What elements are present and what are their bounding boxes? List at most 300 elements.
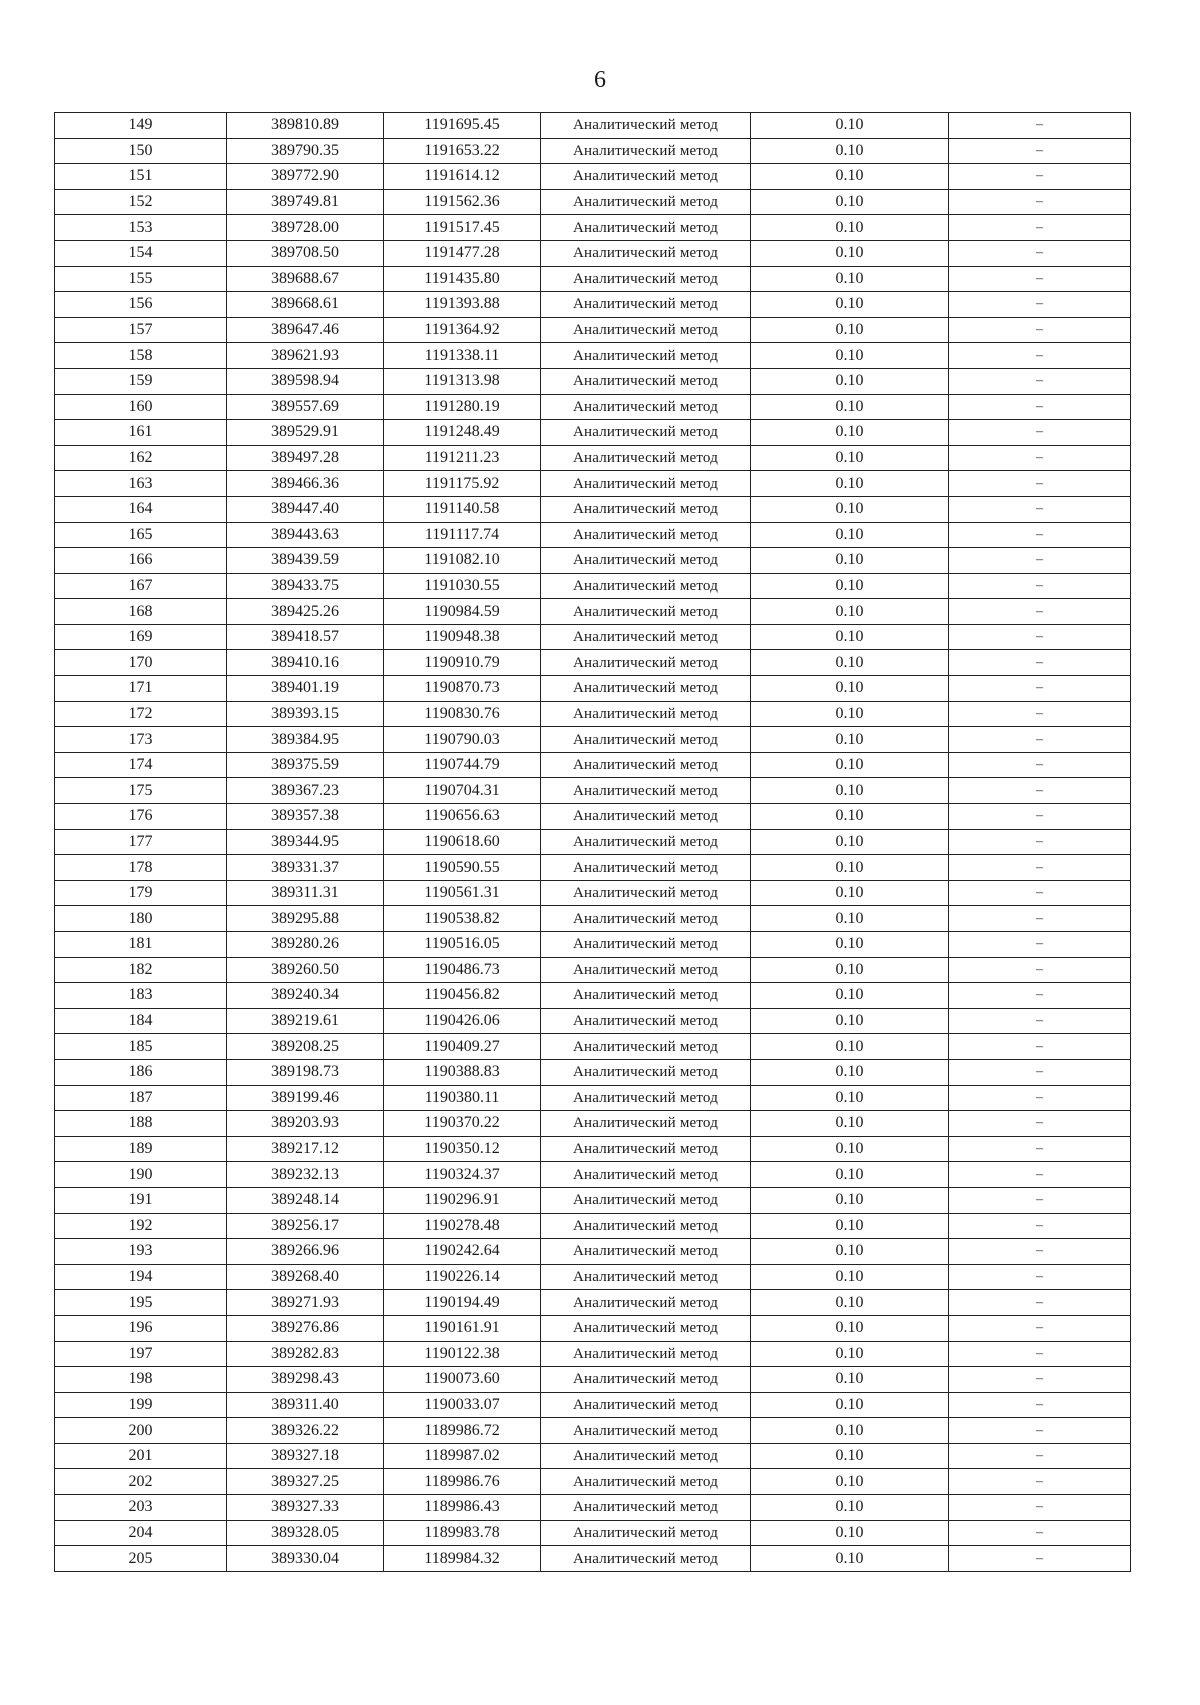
- y-coordinate-cell: 1189986.76: [384, 1469, 541, 1495]
- table-row: [55, 1239, 1131, 1265]
- accuracy-cell: 0.10: [751, 1367, 949, 1393]
- y-coordinate-cell: 1191211.23: [384, 445, 541, 471]
- table-row: [55, 266, 1131, 292]
- y-coordinate-cell: 1191140.58: [384, 496, 541, 522]
- accuracy-cell: 0.10: [751, 752, 949, 778]
- point-number-cell: 184: [55, 1008, 227, 1034]
- table-row: [55, 1111, 1131, 1137]
- accuracy-cell: 0.10: [751, 1392, 949, 1418]
- y-coordinate-cell: 1191653.22: [384, 138, 541, 164]
- table-row: [55, 471, 1131, 497]
- description-cell: –: [949, 215, 1131, 241]
- method-cell: Аналитический метод: [541, 394, 751, 420]
- method-cell: Аналитический метод: [541, 215, 751, 241]
- point-number-cell: 170: [55, 650, 227, 676]
- y-coordinate-cell: 1191364.92: [384, 317, 541, 343]
- y-coordinate-cell: 1191082.10: [384, 548, 541, 574]
- y-coordinate-cell: 1190910.79: [384, 650, 541, 676]
- accuracy-cell: 0.10: [751, 1315, 949, 1341]
- y-coordinate-cell: 1190486.73: [384, 957, 541, 983]
- y-coordinate-cell: 1190073.60: [384, 1367, 541, 1393]
- description-cell: –: [949, 164, 1131, 190]
- accuracy-cell: 0.10: [751, 1059, 949, 1085]
- x-coordinate-cell: 389598.94: [227, 368, 384, 394]
- accuracy-cell: 0.10: [751, 1136, 949, 1162]
- x-coordinate-cell: 389447.40: [227, 496, 384, 522]
- description-cell: –: [949, 113, 1131, 139]
- description-cell: –: [949, 317, 1131, 343]
- description-cell: –: [949, 983, 1131, 1009]
- x-coordinate-cell: 389749.81: [227, 189, 384, 215]
- description-cell: –: [949, 676, 1131, 702]
- point-number-cell: 171: [55, 676, 227, 702]
- x-coordinate-cell: 389203.93: [227, 1111, 384, 1137]
- table-row: [55, 778, 1131, 804]
- x-coordinate-cell: 389728.00: [227, 215, 384, 241]
- y-coordinate-cell: 1190704.31: [384, 778, 541, 804]
- method-cell: Аналитический метод: [541, 240, 751, 266]
- description-cell: –: [949, 1059, 1131, 1085]
- point-number-cell: 203: [55, 1495, 227, 1521]
- y-coordinate-cell: 1190948.38: [384, 624, 541, 650]
- description-cell: –: [949, 1469, 1131, 1495]
- x-coordinate-cell: 389295.88: [227, 906, 384, 932]
- table-row: [55, 292, 1131, 318]
- point-number-cell: 165: [55, 522, 227, 548]
- table-row: [55, 1034, 1131, 1060]
- method-cell: Аналитический метод: [541, 445, 751, 471]
- accuracy-cell: 0.10: [751, 445, 949, 471]
- description-cell: –: [949, 1290, 1131, 1316]
- y-coordinate-cell: 1190426.06: [384, 1008, 541, 1034]
- description-cell: –: [949, 1546, 1131, 1572]
- point-number-cell: 201: [55, 1443, 227, 1469]
- method-cell: Аналитический метод: [541, 1059, 751, 1085]
- method-cell: Аналитический метод: [541, 1239, 751, 1265]
- description-cell: –: [949, 343, 1131, 369]
- x-coordinate-cell: 389443.63: [227, 522, 384, 548]
- accuracy-cell: 0.10: [751, 1034, 949, 1060]
- y-coordinate-cell: 1190590.55: [384, 855, 541, 881]
- y-coordinate-cell: 1191313.98: [384, 368, 541, 394]
- x-coordinate-cell: 389401.19: [227, 676, 384, 702]
- accuracy-cell: 0.10: [751, 624, 949, 650]
- table-row: [55, 317, 1131, 343]
- description-cell: –: [949, 829, 1131, 855]
- method-cell: Аналитический метод: [541, 829, 751, 855]
- table-row: [55, 522, 1131, 548]
- table-row: [55, 1059, 1131, 1085]
- x-coordinate-cell: 389772.90: [227, 164, 384, 190]
- y-coordinate-cell: 1190324.37: [384, 1162, 541, 1188]
- method-cell: Аналитический метод: [541, 471, 751, 497]
- y-coordinate-cell: 1191477.28: [384, 240, 541, 266]
- x-coordinate-cell: 389232.13: [227, 1162, 384, 1188]
- point-number-cell: 160: [55, 394, 227, 420]
- x-coordinate-cell: 389298.43: [227, 1367, 384, 1393]
- description-cell: –: [949, 266, 1131, 292]
- table-row: [55, 1443, 1131, 1469]
- accuracy-cell: 0.10: [751, 804, 949, 830]
- point-number-cell: 188: [55, 1111, 227, 1137]
- table-row: [55, 932, 1131, 958]
- table-row: [55, 1008, 1131, 1034]
- x-coordinate-cell: 389375.59: [227, 752, 384, 778]
- accuracy-cell: 0.10: [751, 394, 949, 420]
- point-number-cell: 168: [55, 599, 227, 625]
- accuracy-cell: 0.10: [751, 573, 949, 599]
- method-cell: Аналитический метод: [541, 727, 751, 753]
- method-cell: Аналитический метод: [541, 880, 751, 906]
- point-number-cell: 176: [55, 804, 227, 830]
- table-row: [55, 957, 1131, 983]
- description-cell: –: [949, 1239, 1131, 1265]
- accuracy-cell: 0.10: [751, 189, 949, 215]
- table-row: [55, 1085, 1131, 1111]
- table-row: [55, 1187, 1131, 1213]
- method-cell: Аналитический метод: [541, 1469, 751, 1495]
- method-cell: Аналитический метод: [541, 932, 751, 958]
- table-row: [55, 906, 1131, 932]
- point-number-cell: 151: [55, 164, 227, 190]
- description-cell: –: [949, 1315, 1131, 1341]
- description-cell: –: [949, 1111, 1131, 1137]
- table-row: [55, 1495, 1131, 1521]
- description-cell: –: [949, 650, 1131, 676]
- y-coordinate-cell: 1190656.63: [384, 804, 541, 830]
- description-cell: –: [949, 1187, 1131, 1213]
- accuracy-cell: 0.10: [751, 1520, 949, 1546]
- method-cell: Аналитический метод: [541, 138, 751, 164]
- x-coordinate-cell: 389708.50: [227, 240, 384, 266]
- method-cell: Аналитический метод: [541, 1367, 751, 1393]
- accuracy-cell: 0.10: [751, 1239, 949, 1265]
- point-number-cell: 167: [55, 573, 227, 599]
- table-row: [55, 599, 1131, 625]
- x-coordinate-cell: 389557.69: [227, 394, 384, 420]
- point-number-cell: 154: [55, 240, 227, 266]
- method-cell: Аналитический метод: [541, 164, 751, 190]
- x-coordinate-cell: 389276.86: [227, 1315, 384, 1341]
- point-number-cell: 189: [55, 1136, 227, 1162]
- table-row: [55, 548, 1131, 574]
- accuracy-cell: 0.10: [751, 471, 949, 497]
- table-row: [55, 676, 1131, 702]
- description-cell: –: [949, 522, 1131, 548]
- description-cell: –: [949, 1367, 1131, 1393]
- y-coordinate-cell: 1191175.92: [384, 471, 541, 497]
- table-row: [55, 138, 1131, 164]
- y-coordinate-cell: 1191280.19: [384, 394, 541, 420]
- description-cell: –: [949, 1392, 1131, 1418]
- y-coordinate-cell: 1190830.76: [384, 701, 541, 727]
- x-coordinate-cell: 389219.61: [227, 1008, 384, 1034]
- table-row: [55, 1367, 1131, 1393]
- method-cell: Аналитический метод: [541, 548, 751, 574]
- description-cell: –: [949, 368, 1131, 394]
- x-coordinate-cell: 389331.37: [227, 855, 384, 881]
- x-coordinate-cell: 389810.89: [227, 113, 384, 139]
- y-coordinate-cell: 1191435.80: [384, 266, 541, 292]
- point-number-cell: 149: [55, 113, 227, 139]
- method-cell: Аналитический метод: [541, 420, 751, 446]
- y-coordinate-cell: 1190388.83: [384, 1059, 541, 1085]
- x-coordinate-cell: 389410.16: [227, 650, 384, 676]
- accuracy-cell: 0.10: [751, 701, 949, 727]
- table-row: [55, 368, 1131, 394]
- point-number-cell: 195: [55, 1290, 227, 1316]
- table-row: [55, 983, 1131, 1009]
- point-number-cell: 174: [55, 752, 227, 778]
- point-number-cell: 197: [55, 1341, 227, 1367]
- accuracy-cell: 0.10: [751, 727, 949, 753]
- y-coordinate-cell: 1190226.14: [384, 1264, 541, 1290]
- table-row: [55, 752, 1131, 778]
- y-coordinate-cell: 1190870.73: [384, 676, 541, 702]
- table-row: [55, 1264, 1131, 1290]
- description-cell: –: [949, 496, 1131, 522]
- table-row: [55, 215, 1131, 241]
- y-coordinate-cell: 1190984.59: [384, 599, 541, 625]
- description-cell: –: [949, 1264, 1131, 1290]
- x-coordinate-cell: 389311.40: [227, 1392, 384, 1418]
- accuracy-cell: 0.10: [751, 317, 949, 343]
- y-coordinate-cell: 1190618.60: [384, 829, 541, 855]
- point-number-cell: 177: [55, 829, 227, 855]
- x-coordinate-cell: 389311.31: [227, 880, 384, 906]
- page-number: 6: [594, 67, 606, 93]
- table-row: [55, 1418, 1131, 1444]
- table-row: [55, 1162, 1131, 1188]
- coordinates-table-body: [55, 113, 1131, 1572]
- method-cell: Аналитический метод: [541, 957, 751, 983]
- point-number-cell: 152: [55, 189, 227, 215]
- point-number-cell: 185: [55, 1034, 227, 1060]
- accuracy-cell: 0.10: [751, 983, 949, 1009]
- method-cell: Аналитический метод: [541, 496, 751, 522]
- accuracy-cell: 0.10: [751, 599, 949, 625]
- y-coordinate-cell: 1190380.11: [384, 1085, 541, 1111]
- y-coordinate-cell: 1191614.12: [384, 164, 541, 190]
- y-coordinate-cell: 1191562.36: [384, 189, 541, 215]
- description-cell: –: [949, 445, 1131, 471]
- y-coordinate-cell: 1189986.72: [384, 1418, 541, 1444]
- accuracy-cell: 0.10: [751, 1264, 949, 1290]
- x-coordinate-cell: 389326.22: [227, 1418, 384, 1444]
- method-cell: Аналитический метод: [541, 624, 751, 650]
- y-coordinate-cell: 1190296.91: [384, 1187, 541, 1213]
- method-cell: Аналитический метод: [541, 1136, 751, 1162]
- y-coordinate-cell: 1189983.78: [384, 1520, 541, 1546]
- description-cell: –: [949, 1495, 1131, 1521]
- y-coordinate-cell: 1190122.38: [384, 1341, 541, 1367]
- accuracy-cell: 0.10: [751, 368, 949, 394]
- accuracy-cell: 0.10: [751, 1443, 949, 1469]
- x-coordinate-cell: 389266.96: [227, 1239, 384, 1265]
- y-coordinate-cell: 1191695.45: [384, 113, 541, 139]
- description-cell: –: [949, 189, 1131, 215]
- table-row: [55, 701, 1131, 727]
- method-cell: Аналитический метод: [541, 1315, 751, 1341]
- x-coordinate-cell: 389647.46: [227, 317, 384, 343]
- x-coordinate-cell: 389425.26: [227, 599, 384, 625]
- y-coordinate-cell: 1191117.74: [384, 522, 541, 548]
- x-coordinate-cell: 389344.95: [227, 829, 384, 855]
- description-cell: –: [949, 880, 1131, 906]
- method-cell: Аналитический метод: [541, 650, 751, 676]
- x-coordinate-cell: 389439.59: [227, 548, 384, 574]
- x-coordinate-cell: 389529.91: [227, 420, 384, 446]
- accuracy-cell: 0.10: [751, 496, 949, 522]
- method-cell: Аналитический метод: [541, 1085, 751, 1111]
- point-number-cell: 202: [55, 1469, 227, 1495]
- point-number-cell: 186: [55, 1059, 227, 1085]
- point-number-cell: 150: [55, 138, 227, 164]
- accuracy-cell: 0.10: [751, 1469, 949, 1495]
- point-number-cell: 187: [55, 1085, 227, 1111]
- accuracy-cell: 0.10: [751, 1341, 949, 1367]
- x-coordinate-cell: 389199.46: [227, 1085, 384, 1111]
- point-number-cell: 157: [55, 317, 227, 343]
- accuracy-cell: 0.10: [751, 829, 949, 855]
- x-coordinate-cell: 389327.18: [227, 1443, 384, 1469]
- table-row: [55, 1290, 1131, 1316]
- description-cell: –: [949, 1341, 1131, 1367]
- description-cell: –: [949, 1443, 1131, 1469]
- description-cell: –: [949, 1418, 1131, 1444]
- point-number-cell: 191: [55, 1187, 227, 1213]
- accuracy-cell: 0.10: [751, 880, 949, 906]
- point-number-cell: 166: [55, 548, 227, 574]
- point-number-cell: 194: [55, 1264, 227, 1290]
- y-coordinate-cell: 1190744.79: [384, 752, 541, 778]
- method-cell: Аналитический метод: [541, 752, 751, 778]
- x-coordinate-cell: 389357.38: [227, 804, 384, 830]
- point-number-cell: 178: [55, 855, 227, 881]
- method-cell: Аналитический метод: [541, 983, 751, 1009]
- method-cell: Аналитический метод: [541, 113, 751, 139]
- y-coordinate-cell: 1189986.43: [384, 1495, 541, 1521]
- x-coordinate-cell: 389260.50: [227, 957, 384, 983]
- accuracy-cell: 0.10: [751, 1546, 949, 1572]
- point-number-cell: 181: [55, 932, 227, 958]
- x-coordinate-cell: 389621.93: [227, 343, 384, 369]
- y-coordinate-cell: 1191393.88: [384, 292, 541, 318]
- x-coordinate-cell: 389668.61: [227, 292, 384, 318]
- y-coordinate-cell: 1191030.55: [384, 573, 541, 599]
- method-cell: Аналитический метод: [541, 292, 751, 318]
- description-cell: –: [949, 932, 1131, 958]
- accuracy-cell: 0.10: [751, 266, 949, 292]
- accuracy-cell: 0.10: [751, 1008, 949, 1034]
- point-number-cell: 163: [55, 471, 227, 497]
- method-cell: Аналитический метод: [541, 189, 751, 215]
- table-row: [55, 1213, 1131, 1239]
- description-cell: –: [949, 1085, 1131, 1111]
- y-coordinate-cell: 1190516.05: [384, 932, 541, 958]
- method-cell: Аналитический метод: [541, 1443, 751, 1469]
- table-row: [55, 804, 1131, 830]
- table-row: [55, 1341, 1131, 1367]
- y-coordinate-cell: 1190194.49: [384, 1290, 541, 1316]
- accuracy-cell: 0.10: [751, 215, 949, 241]
- method-cell: Аналитический метод: [541, 573, 751, 599]
- description-cell: –: [949, 292, 1131, 318]
- x-coordinate-cell: 389256.17: [227, 1213, 384, 1239]
- description-cell: –: [949, 599, 1131, 625]
- table-row: [55, 445, 1131, 471]
- table-row: [55, 240, 1131, 266]
- accuracy-cell: 0.10: [751, 778, 949, 804]
- method-cell: Аналитический метод: [541, 1111, 751, 1137]
- x-coordinate-cell: 389328.05: [227, 1520, 384, 1546]
- method-cell: Аналитический метод: [541, 1392, 751, 1418]
- x-coordinate-cell: 389271.93: [227, 1290, 384, 1316]
- description-cell: –: [949, 1213, 1131, 1239]
- method-cell: Аналитический метод: [541, 1008, 751, 1034]
- accuracy-cell: 0.10: [751, 164, 949, 190]
- method-cell: Аналитический метод: [541, 906, 751, 932]
- coordinates-table: [54, 112, 1131, 1572]
- x-coordinate-cell: 389198.73: [227, 1059, 384, 1085]
- table-row: [55, 496, 1131, 522]
- x-coordinate-cell: 389367.23: [227, 778, 384, 804]
- x-coordinate-cell: 389384.95: [227, 727, 384, 753]
- point-number-cell: 169: [55, 624, 227, 650]
- table-row: [55, 880, 1131, 906]
- x-coordinate-cell: 389280.26: [227, 932, 384, 958]
- description-cell: –: [949, 394, 1131, 420]
- y-coordinate-cell: 1190370.22: [384, 1111, 541, 1137]
- description-cell: –: [949, 1034, 1131, 1060]
- table-row: [55, 1315, 1131, 1341]
- method-cell: Аналитический метод: [541, 1264, 751, 1290]
- x-coordinate-cell: 389282.83: [227, 1341, 384, 1367]
- accuracy-cell: 0.10: [751, 855, 949, 881]
- description-cell: –: [949, 420, 1131, 446]
- table-row: [55, 1469, 1131, 1495]
- description-cell: –: [949, 1136, 1131, 1162]
- point-number-cell: 205: [55, 1546, 227, 1572]
- accuracy-cell: 0.10: [751, 1111, 949, 1137]
- point-number-cell: 158: [55, 343, 227, 369]
- y-coordinate-cell: 1190350.12: [384, 1136, 541, 1162]
- point-number-cell: 198: [55, 1367, 227, 1393]
- y-coordinate-cell: 1189987.02: [384, 1443, 541, 1469]
- method-cell: Аналитический метод: [541, 1213, 751, 1239]
- description-cell: –: [949, 548, 1131, 574]
- description-cell: –: [949, 240, 1131, 266]
- table-row: [55, 394, 1131, 420]
- table-row: [55, 343, 1131, 369]
- x-coordinate-cell: 389208.25: [227, 1034, 384, 1060]
- accuracy-cell: 0.10: [751, 1418, 949, 1444]
- point-number-cell: 192: [55, 1213, 227, 1239]
- description-cell: –: [949, 471, 1131, 497]
- table-row: [55, 113, 1131, 139]
- y-coordinate-cell: 1190161.91: [384, 1315, 541, 1341]
- point-number-cell: 180: [55, 906, 227, 932]
- method-cell: Аналитический метод: [541, 778, 751, 804]
- method-cell: Аналитический метод: [541, 676, 751, 702]
- x-coordinate-cell: 389217.12: [227, 1136, 384, 1162]
- x-coordinate-cell: 389330.04: [227, 1546, 384, 1572]
- description-cell: –: [949, 778, 1131, 804]
- table-row: [55, 189, 1131, 215]
- table-row: [55, 727, 1131, 753]
- table-row: [55, 1546, 1131, 1572]
- accuracy-cell: 0.10: [751, 138, 949, 164]
